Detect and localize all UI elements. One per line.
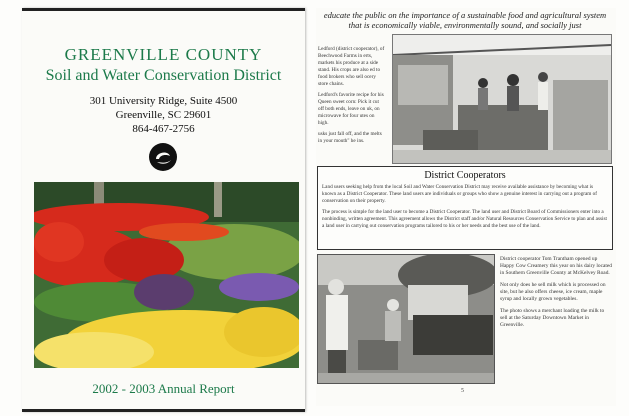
district-cooperators-box bbox=[317, 166, 613, 250]
ledford-story-column bbox=[318, 46, 386, 149]
address-city: Greenville, SC 29601 bbox=[115, 109, 212, 121]
photo-caption bbox=[500, 256, 612, 334]
mission-slogan: educate the public on the importance of a sustainable food and agricultural system that is economically viable, environmentally sound, and socially just bbox=[323, 10, 607, 30]
milk-loading-photo bbox=[317, 254, 495, 384]
caption-paragraph: Not only does he sell milk which is processed on site, but he also offers cheese, ice cream, maple syrup and locally grown vegetables. bbox=[500, 282, 606, 302]
ledford-paragraph: usks just fall off, and the melts in your mouth" he ins. bbox=[318, 131, 382, 144]
report-cover bbox=[22, 8, 305, 412]
caption-paragraph: District cooperator Tom Trantham opened up Happy Cow Creamery this year on his dairy located in Southern Greenville County at McKelvey Road. bbox=[500, 256, 612, 276]
phone-number: 864-467-2756 bbox=[132, 123, 195, 135]
ledford-paragraph: Ledford's favorite recipe for his Queen sweet corn: Pick it cut off both ends, leave on uk, on microwave for four utes on high. bbox=[318, 92, 384, 126]
address-street: 301 University Ridge, Suite 4500 bbox=[89, 95, 238, 107]
cover-title-district: Soil and Water Conservation District bbox=[45, 67, 282, 84]
caption-paragraph: The photo shows a merchant loading the milk to sell at the Saturday Downtown Market in Greenville. bbox=[500, 308, 605, 328]
tulip-garden-photo bbox=[34, 182, 299, 368]
cooperators-paragraph: Land users seeking help from the local Soil and Water Conservation District may receive available assistance by becoming what is known as a District Cooperator. These land users are individuals or groups who show a genuine interest in carrying out a program of conservation on their property. bbox=[322, 184, 597, 204]
cooperators-paragraph: The process is simple for the land user to become a District Cooperator. The land user and District Board of Commissioners enter into a nonbinding, written agreement. This agreement allows the District staff and/or Natural Resources Conservation Service to plan and assist a land user in carrying out conservation programs tailored to his or her needs and the best use of the land. bbox=[322, 209, 607, 229]
cooperators-body bbox=[322, 184, 608, 234]
inside-page bbox=[316, 8, 616, 406]
page-number: 5 bbox=[461, 388, 464, 394]
ledford-paragraph: Ledford (district cooperator), of Beechwood Farms in erts, markets his produce at a side stand. His crops are also ed to food brokers who sell ocery store chains. bbox=[318, 46, 385, 87]
farmers-market-photo bbox=[392, 34, 612, 164]
cover-title-county: GREENVILLE COUNTY bbox=[64, 45, 263, 64]
cooperators-heading: District Cooperators bbox=[424, 170, 506, 181]
district-logo-icon bbox=[148, 142, 178, 172]
annual-report-title: 2002 - 2003 Annual Report bbox=[92, 381, 235, 396]
